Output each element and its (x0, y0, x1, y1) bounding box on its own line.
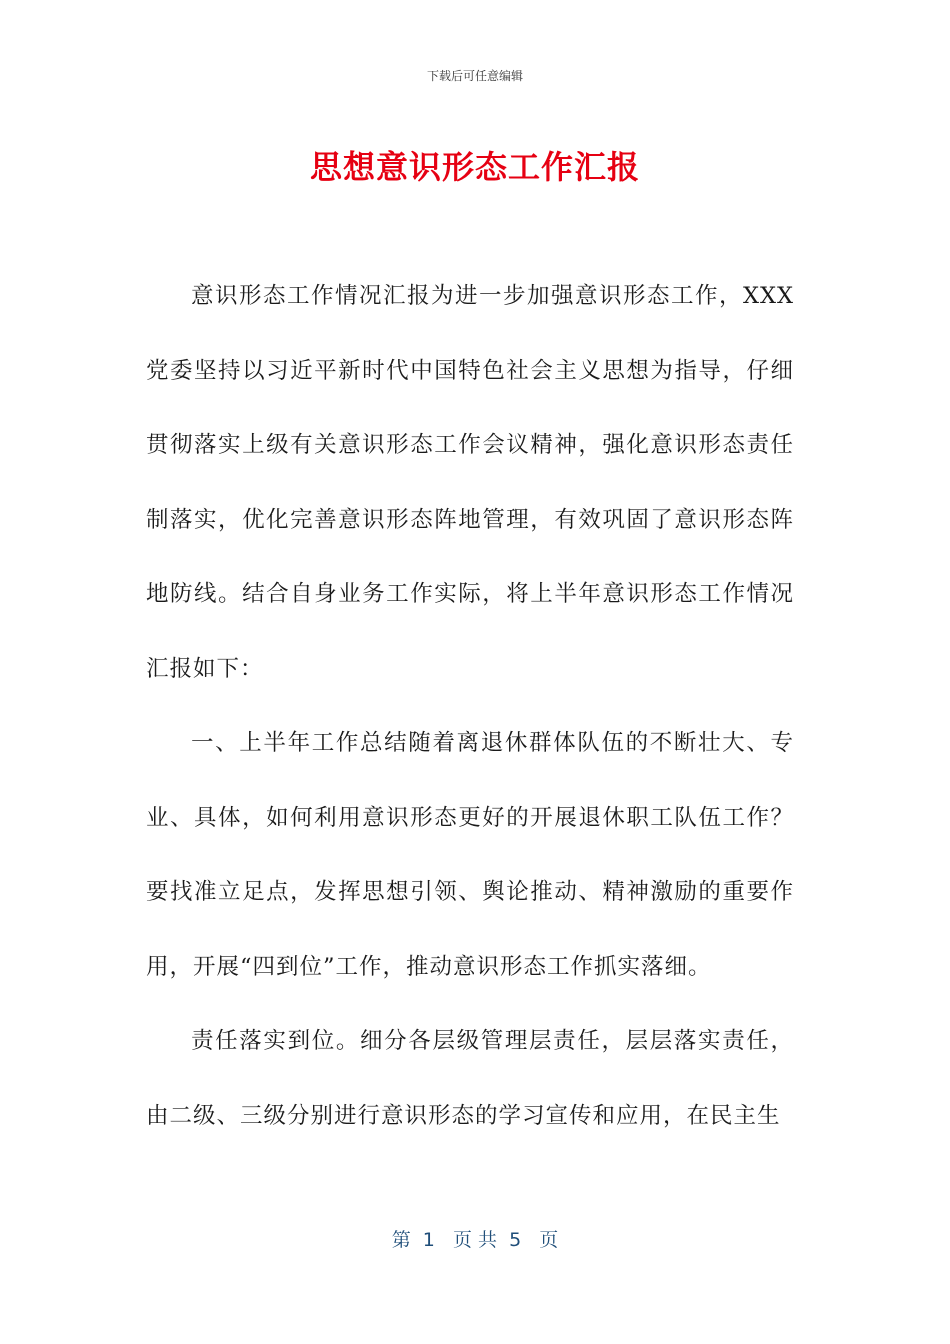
header-note: 下载后可任意编辑 (426, 69, 523, 83)
document-title: 思想意识形态工作汇报 (309, 148, 640, 186)
page-number-footer: 第 1 页 共 5 页 (391, 1229, 559, 1251)
paragraph: 一、上半年工作总结随着离退休群体队伍的不断壮大、专业、具体，如何利用意识形态更好的开展退休职工队伍工作？要找准立足点，发挥思想引领、舆论推动、精神激励的重要作用，开展“四到位”工作，推动意识形态工作抓实落细。 (146, 730, 794, 980)
paragraph: 意识形态工作情况汇报为进一步加强意识形态工作，XXX党委坚持以习近平新时代中国特色社会主义思想为指导，仔细贯彻落实上级有关意识形态工作会议精神，强化意识形态责任制落实，优化完善意识形态阵地管理，有效巩固了意识形态阵地防线。结合自身业务工作实际，将上半年意识形态工作情况汇报如下： (146, 283, 794, 682)
paragraph: 责任落实到位。细分各层级管理层责任，层层落实责任，由二级、三级分别进行意识形态的学习宣传和应用，在民主生 (146, 1028, 794, 1129)
document-body (146, 259, 794, 1153)
